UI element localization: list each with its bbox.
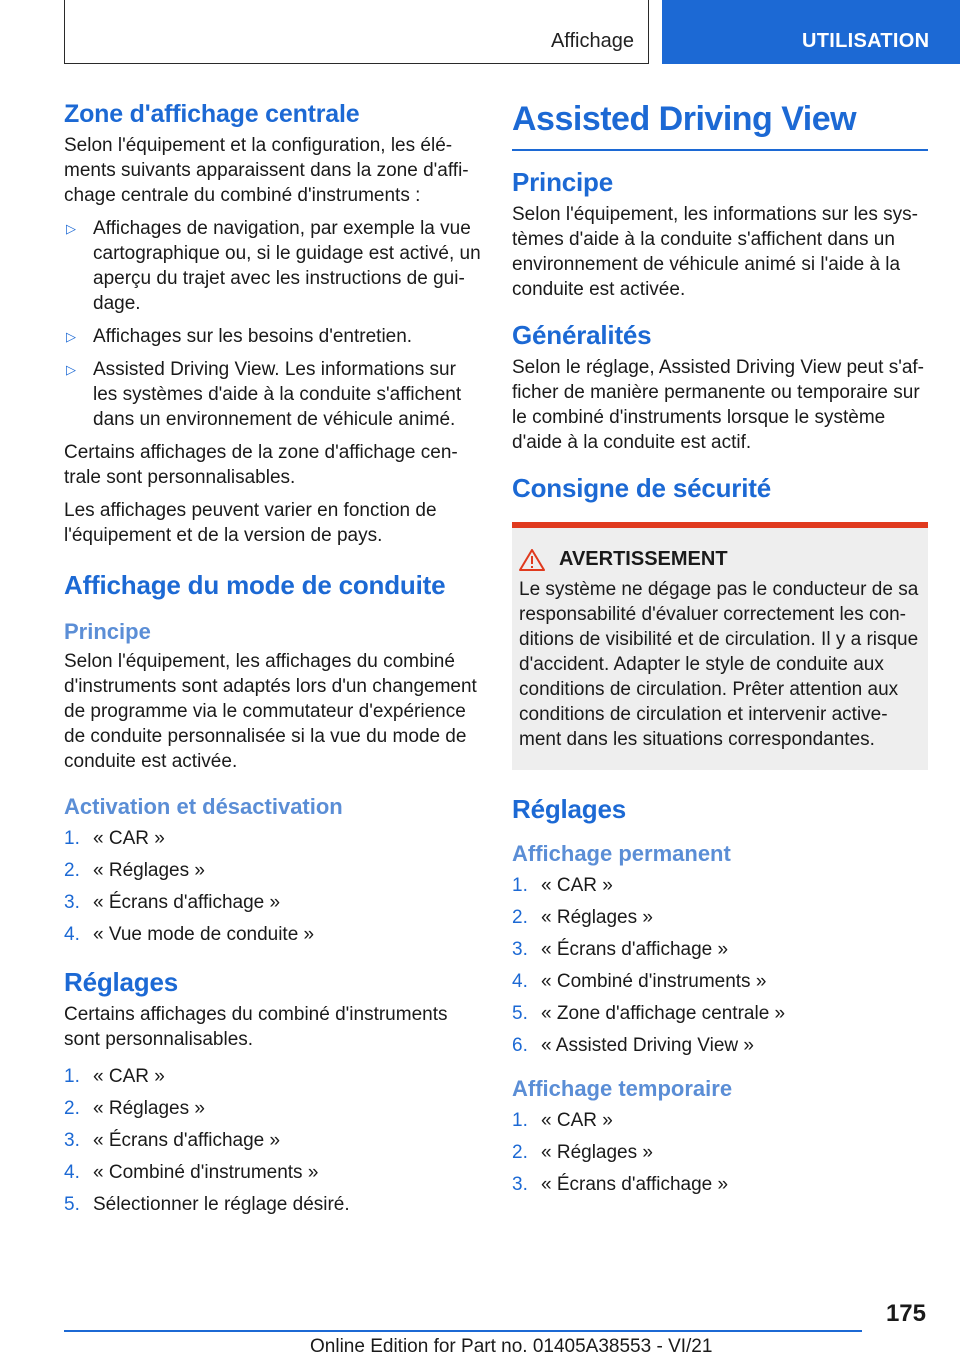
list-item: 3. « Écrans d'affichage » (64, 1130, 281, 1151)
list-item: 2. « Réglages » (64, 1098, 205, 1119)
permanent-title: Affichage permanent (512, 841, 731, 866)
list-item: 5. « Zone d'affichage centrale » (512, 1003, 786, 1024)
list-item: 4. « Vue mode de conduite » (64, 924, 315, 945)
reglages-text: Certains affichages du combiné d'instruments sont personnalisables. (64, 1004, 448, 1050)
generalites-text: Selon le réglage, Assisted Driving View peut s'afficher de manière permanente ou temporaire sur le combiné d'instruments lorsque le système d'aide à la conduite est actif. (512, 357, 924, 453)
adv-principe-title: Principe (512, 167, 613, 197)
zone-bullet-list (64, 216, 484, 432)
header-chapter-title: UTILISATION (802, 30, 930, 52)
triangle-bullet-icon: ▷ (66, 362, 76, 377)
list-item: 3. « Écrans d'affichage » (64, 892, 281, 913)
list-item: 1. « CAR » (512, 1110, 613, 1131)
zone-title: Zone d'affichage centrale (64, 100, 360, 128)
adv-principe-text: Selon l'équipement, les informations sur les systèmes d'aide à la conduite s'affichent dans un environnement de véhicule animé si l'aide à la conduite est activée. (512, 204, 918, 300)
list-item: ▷ Affichages de navigation, par exemple la vue cartographique ou, si le guidage est activé, un aperçu du trajet avec les instructions de guidage. (66, 218, 481, 314)
list-item: 3. « Écrans d'affichage » (512, 1174, 729, 1195)
zone-intro: Selon l'équipement et la configuration, les éléments suivants apparaissent dans la zone d'affichage centrale du combiné d'instruments : (64, 135, 469, 206)
right-column (512, 100, 928, 1205)
list-item: 5. Sélectionner le réglage désiré. (64, 1194, 350, 1215)
list-item: 4. « Combiné d'instruments » (64, 1162, 319, 1183)
reglages-steps (64, 1064, 484, 1217)
permanent-steps (512, 873, 928, 1058)
header-section-box (64, 0, 649, 64)
left-column (64, 100, 484, 1225)
footer-divider (64, 1330, 862, 1332)
warning-triangle-icon (519, 549, 545, 571)
mode-title: Affichage du mode de conduite (64, 570, 446, 600)
page-number: 175 (885, 1300, 926, 1327)
footer-edition: Online Edition for Part no. 01405A38553 - VI/21 (310, 1336, 713, 1357)
zone-paragraph-2: Certains affichages de la zone d'affichage centrale sont personnalisables. (64, 442, 458, 488)
principe-text: Selon l'équipement, les affichages du combiné d'instruments sont adaptés lors d'un changement de programme via le commutateur d'expérience de conduite personnalisée si la vue du mode de conduite est activée. (64, 651, 477, 772)
principe-title: Principe (64, 619, 151, 644)
list-item: 2. « Réglages » (512, 907, 653, 928)
list-item: 3. « Écrans d'affichage » (512, 939, 729, 960)
list-item: 4. « Combiné d'instruments » (512, 971, 767, 992)
warning-box (512, 522, 928, 770)
temporaire-title: Affichage temporaire (512, 1076, 733, 1101)
consigne-title: Consigne de sécurité (512, 473, 771, 503)
temporaire-steps (512, 1108, 928, 1197)
list-item: ▷ Affichages sur les besoins d'entretien. (66, 326, 413, 347)
list-item: 1. « CAR » (512, 875, 613, 896)
list-item: 2. « Réglages » (64, 860, 205, 881)
warning-text: Le système ne dégage pas le conducteur de sa responsabilité d'évaluer correctement les conditions de visibilité et de circulation. Il y a risque d'accident. Adapter le style de conduite aux conditions de circulation. Prêter attention aux conditions de circulation et intervenir activement dans les situations correspondantes. (519, 579, 919, 750)
reglages-title: Réglages (64, 967, 179, 997)
adv-title: Assisted Driving View (512, 100, 928, 151)
list-item: 1. « CAR » (64, 828, 165, 849)
triangle-bullet-icon: ▷ (66, 221, 76, 236)
activation-steps (64, 826, 484, 947)
list-item: 2. « Réglages » (512, 1142, 653, 1163)
header-chapter-box (662, 0, 960, 64)
list-item: 1. « CAR » (64, 1066, 165, 1087)
zone-paragraph-3: Les affichages peuvent varier en fonction de l'équipement et de la version de pays. (64, 500, 437, 546)
triangle-bullet-icon: ▷ (66, 329, 76, 344)
list-item: 6. « Assisted Driving View » (512, 1035, 754, 1056)
activation-title: Activation et désactivation (64, 794, 343, 819)
header-section-title: Affichage (550, 30, 634, 52)
list-item: ▷ Assisted Driving View. Les informations sur les systèmes d'aide à la conduite s'affichent dans un environnement de véhicule animé. (66, 359, 462, 430)
warning-title: AVERTISSEMENT (559, 548, 728, 570)
warning-heading (519, 548, 921, 571)
adv-reglages-title: Réglages (512, 794, 627, 824)
generalites-title: Généralités (512, 320, 652, 350)
